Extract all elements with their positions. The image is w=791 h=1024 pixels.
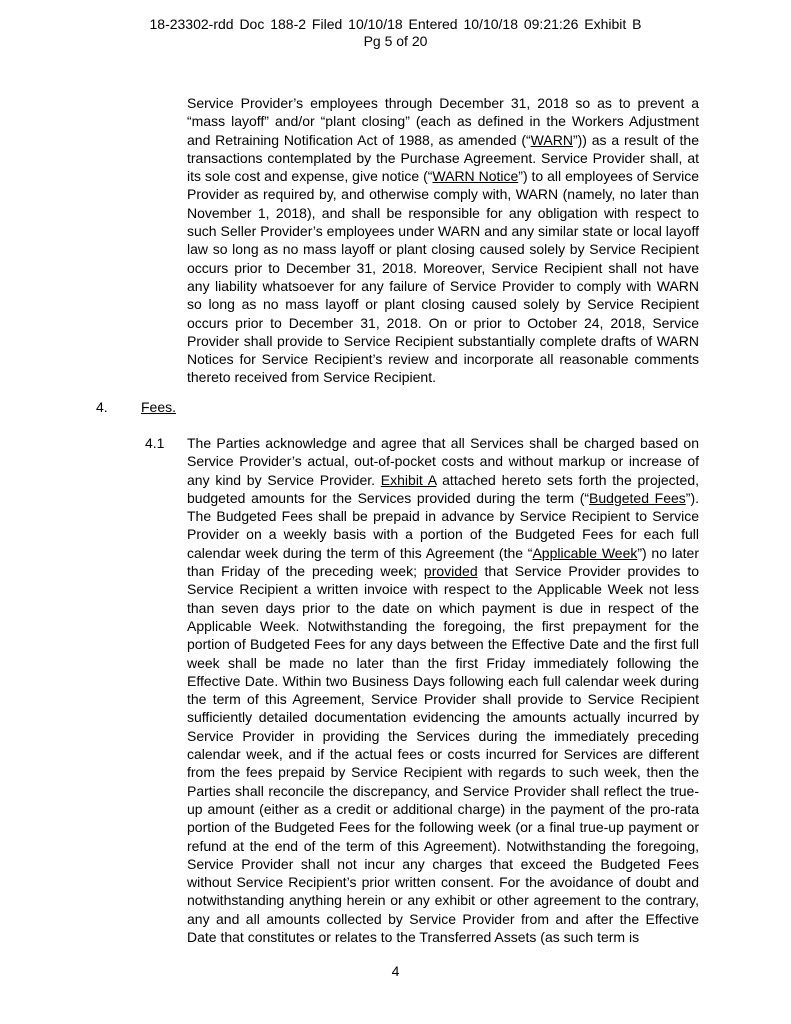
defined-term-warn-notice: WARN Notice bbox=[432, 168, 519, 185]
fees-paragraph bbox=[187, 434, 699, 946]
provided-term: provided bbox=[423, 563, 478, 580]
warn-paragraph bbox=[187, 94, 699, 387]
defined-term-budgeted-fees: Budgeted Fees bbox=[589, 489, 686, 506]
page-number: 4 bbox=[391, 963, 400, 979]
text-run: The Parties acknowledge and agree that all Services shall be charged based on Service Provider’s actual, out-of-pocket costs and without markup or increase of any kind by Service Provider. bbox=[187, 435, 699, 488]
filing-header-line: 18-23302-rdd Doc 188-2 Filed 10/10/18 Entered 10/10/18 09:21:26 Exhibit B bbox=[149, 16, 642, 32]
text-run: ”) to all employees of Service Provider as required by, and otherwise comply with, WARN (namely, no later than November 1, 2018), and shall be responsible for any obligation with respect to such Seller Provider’s employees under WARN and any similar state or local layoff law so long as no mass layoff or plant closing caused solely by Service Recipient occurs prior to December 31, 2018. Moreover, Service Recipient shall not have any liability whatsoever for any failure of Service Provider to comply with WARN so long as no mass layoff or plant closing caused solely by Service Recipient occurs prior to December 31, 2018. On or prior to October 24, 2018, Service Provider shall provide to Service Recipient substantially complete drafts of WARN Notices for Service Recipient’s review and incorporate all reasonable comments thereto received from Service Recipient. bbox=[187, 168, 699, 386]
section-title: Fees. bbox=[141, 399, 177, 415]
text-run: that Service Provider provides to Service Recipient a written invoice with respect to the Applicable Week not less than seven days prior to the date on which payment is due in respect of the Applicable Week. Notwithstanding the foregoing, the first prepayment for the portion of Budgeted Fees for any days between the Effective Date and the first full week shall be made no later than the first Friday immediately following the Effective Date. Within two Business Days following each full calendar week during the term of this Agreement, Service Provider shall provide to Service Recipient sufficiently detailed documentation evidencing the amounts actually incurred by Service Provider in providing the Services during the immediately preceding calendar week, and if the actual fees or costs incurred for Services are different from the fees prepaid by Service Recipient with regards to such week, then the Parties shall reconcile the discrepancy, and Service Provider shall reflect the true-up amount (either as a credit or additional charge) in the payment of the pro-rata portion of the Budgeted Fees for the following week (or a final true-up payment or refund at the end of the term of this Agreement). Notwithstanding the foregoing, Service Provider shall not incur any charges that exceed the Budgeted Fees without Service Recipient’s prior written consent. For the avoidance of doubt and notwithstanding anything herein or any exhibit or other agreement to the contrary, any and all amounts collected by Service Provider from and after the Effective Date that constitutes or relates to the Transferred Assets (as such term is bbox=[187, 563, 699, 946]
exhibit-a-reference: Exhibit A bbox=[380, 471, 437, 488]
text-run: Service Provider’s employees through December 31, 2018 so as to prevent a “mass layoff” and/or “plant closing” (each as defined in the Workers Adjustment and Retraining Notification Act of 1988, as amended (“ bbox=[187, 95, 699, 148]
text-run: ”). The Budgeted Fees shall be prepaid in advance by Service Recipient to Service Provider on a weekly basis with a portion of the Budgeted Fees for each full calendar week during the term of this Agreement (the “ bbox=[187, 489, 699, 561]
section-number: 4. bbox=[96, 399, 108, 415]
defined-term-warn: WARN bbox=[530, 131, 573, 148]
text-run: ”)) as a result of the transactions contemplated by the Purchase Agreement. Service Provider shall, at its sole cost and expense, give notice (“ bbox=[187, 131, 699, 185]
text-run: attached hereto sets forth the projected, budgeted amounts for the Services provided during the term (“ bbox=[187, 471, 699, 506]
page-count: Pg 5 of 20 bbox=[363, 33, 428, 49]
defined-term-applicable-week: Applicable Week bbox=[532, 544, 638, 561]
text-run: ”) no later than Friday of the preceding week; bbox=[187, 544, 699, 580]
filing-header bbox=[0, 16, 791, 50]
subsection-number: 4.1 bbox=[145, 435, 165, 451]
